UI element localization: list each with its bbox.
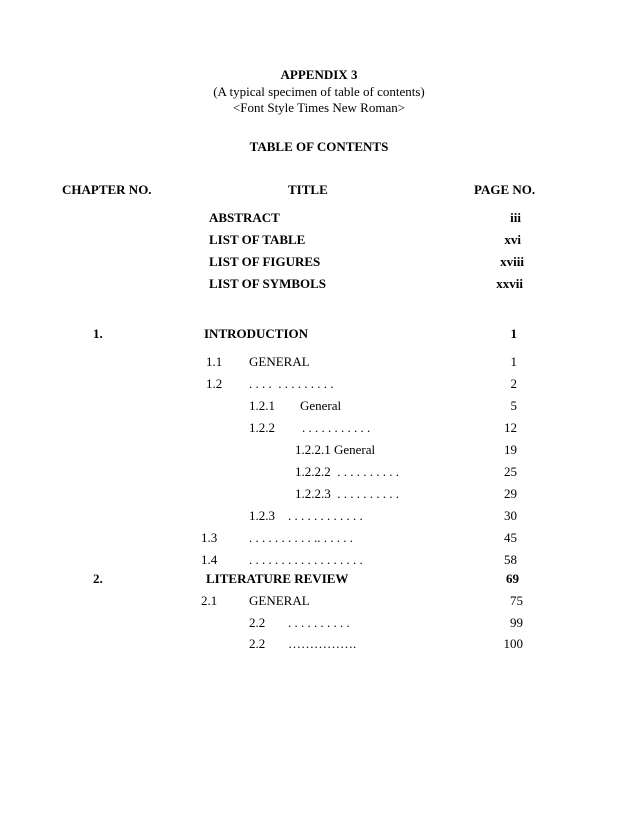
front-matter-title: ABSTRACT bbox=[209, 210, 280, 225]
section-number: 2.1 bbox=[201, 593, 218, 608]
column-header-title: TITLE bbox=[288, 182, 328, 197]
section-page: 2 bbox=[510, 376, 517, 391]
subsubsection-page: 29 bbox=[504, 486, 517, 501]
front-matter-page: xvi bbox=[504, 232, 521, 247]
subsection-number: 2.2 bbox=[249, 636, 266, 651]
section-page: 1 bbox=[510, 354, 517, 369]
subsection-title: . . . . . . . . . . bbox=[288, 615, 350, 630]
section-title: GENERAL bbox=[249, 354, 310, 369]
chapter-title: INTRODUCTION bbox=[204, 326, 309, 341]
toc-title: TABLE OF CONTENTS bbox=[249, 139, 389, 154]
subsection-number: 1.2.1 bbox=[249, 398, 275, 413]
subsection-page: 30 bbox=[504, 508, 517, 523]
subsubsection-page: 19 bbox=[504, 442, 517, 457]
chapter-number: 1. bbox=[93, 326, 103, 341]
subsection-title: ……………. bbox=[288, 636, 357, 651]
font-note: <Font Style Times New Roman> bbox=[232, 100, 406, 115]
subsubsection-title: 1.2.2.1 General bbox=[295, 442, 376, 457]
subsection-title: . . . . . . . . . . . . bbox=[288, 508, 363, 523]
chapter-number: 2. bbox=[93, 571, 103, 586]
subsection-number: 1.2.2 bbox=[249, 420, 275, 435]
subsection-page: 100 bbox=[503, 636, 523, 651]
subsubsection-page: 25 bbox=[504, 464, 517, 479]
section-title: . . . . . . . . . . . . . . . . . . bbox=[249, 552, 363, 567]
column-header-chapter: CHAPTER NO. bbox=[62, 182, 152, 197]
subsubsection-title: 1.2.2.3 . . . . . . . . . . bbox=[295, 486, 399, 501]
chapter-page: 69 bbox=[506, 571, 519, 586]
section-title: GENERAL bbox=[249, 593, 310, 608]
section-page: 45 bbox=[504, 530, 517, 545]
front-matter-page: xxvii bbox=[496, 276, 523, 291]
front-matter-page: xviii bbox=[500, 254, 524, 269]
section-page: 75 bbox=[510, 593, 523, 608]
section-title: . . . . . . . . . . . . . bbox=[249, 376, 334, 391]
section-number: 1.3 bbox=[201, 530, 218, 545]
section-title: . . . . . . . . . . .. . . . . . bbox=[249, 530, 353, 545]
column-header-page: PAGE NO. bbox=[474, 182, 536, 197]
front-matter-title: LIST OF SYMBOLS bbox=[209, 276, 327, 291]
front-matter-title: LIST OF FIGURES bbox=[209, 254, 321, 269]
section-page: 58 bbox=[504, 552, 517, 567]
chapter-title: LITERATURE REVIEW bbox=[206, 571, 349, 586]
subsection-page: 12 bbox=[504, 420, 517, 435]
subsection-page: 99 bbox=[510, 615, 523, 630]
appendix-title: APPENDIX 3 bbox=[280, 67, 358, 82]
front-matter-title: LIST OF TABLE bbox=[209, 232, 306, 247]
subsection-number: 1.2.3 bbox=[249, 508, 275, 523]
subsection-number: 2.2 bbox=[249, 615, 266, 630]
section-number: 1.4 bbox=[201, 552, 218, 567]
subsection-page: 5 bbox=[510, 398, 517, 413]
subsection-title: General bbox=[300, 398, 342, 413]
front-matter-page: iii bbox=[510, 210, 521, 225]
appendix-subtitle: (A typical specimen of table of contents) bbox=[213, 84, 425, 99]
chapter-page: 1 bbox=[510, 326, 517, 341]
section-number: 1.2 bbox=[206, 376, 223, 391]
subsection-title: . . . . . . . . . . . bbox=[302, 420, 371, 435]
subsubsection-title: 1.2.2.2 . . . . . . . . . . bbox=[295, 464, 399, 479]
section-number: 1.1 bbox=[206, 354, 223, 369]
